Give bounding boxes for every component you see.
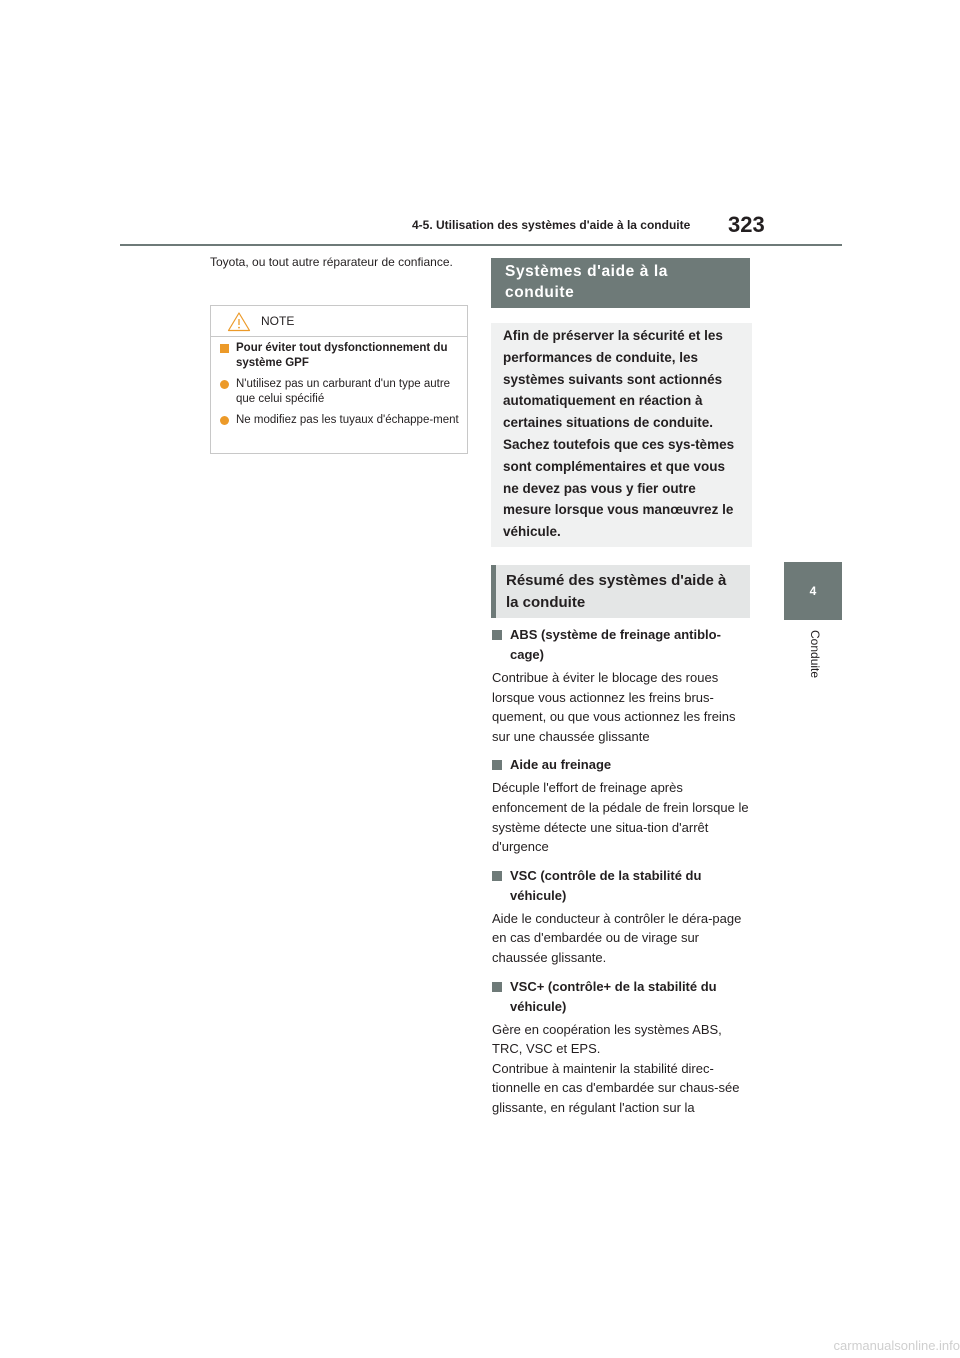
note-heading-text: Pour éviter tout dysfonctionnement du système GPF	[236, 342, 448, 369]
circle-bullet-icon	[220, 380, 229, 389]
square-bullet-icon	[220, 344, 229, 353]
feature-title-text: Aide au freinage	[510, 757, 612, 773]
page-number: 323	[728, 212, 765, 237]
summary-box	[491, 323, 752, 547]
feature-description: Aide le conducteur à contrôler le déra-page en cas d'embardée ou de virage sur chaussée glissante.	[492, 910, 742, 965]
feature-title-text: VSC (contrôle de la stabilité du véhicule)	[510, 867, 702, 903]
note-item-text: Ne modifiez pas les tuyaux d'échappe-ment	[236, 414, 459, 426]
square-bullet-icon	[492, 871, 502, 881]
note-item	[219, 377, 459, 407]
warning-triangle-icon	[227, 311, 251, 337]
note-body	[211, 337, 467, 428]
chapter-number: 4	[809, 584, 817, 598]
feature-title-text: ABS (système de freinage antiblo-cage)	[510, 627, 721, 662]
subsection-heading: Résumé des systèmes d'aide à la conduite	[491, 565, 750, 618]
circle-bullet-icon	[220, 416, 229, 425]
square-bullet-icon	[492, 760, 502, 770]
chapter-tab	[784, 562, 842, 620]
square-bullet-icon	[492, 630, 502, 640]
section-heading: Systèmes d'aide à la conduite	[491, 258, 750, 308]
feature-description: Décuple l'effort de freinage après enfoncement de la pédale de frein lorsque le système détecte une situa-tion d'arrêt d'urgence	[492, 780, 749, 855]
feature-title-text: VSC+ (contrôle+ de la stabilité du véhicule)	[510, 978, 717, 1014]
square-bullet-icon	[492, 982, 502, 992]
feature-description-line: Gère en coopération les systèmes ABS, TRC, VSC et EPS.	[492, 1021, 722, 1057]
feature-title	[492, 977, 750, 1017]
summary-text: Afin de préserver la sécurité et les performances de conduite, les systèmes suivants sont actionnés automatiquement en réaction à certaines situations de conduite. Sachez toutefois que ces sys-tèmes sont complémentaires et que vous ne devez pas vous y fier outre mesure lorsque vous manœuvrez le véhicule.	[503, 328, 735, 540]
feature-description	[492, 1020, 750, 1118]
note-item-text: N'utilisez pas un carburant d'un type autre que celui spécifié	[236, 378, 451, 405]
note-label: NOTE	[261, 314, 295, 328]
note-item	[219, 413, 459, 428]
feature-description-line: Contribue à maintenir la stabilité direc-tionnelle en cas d'embardée sur chaus-sée glissante, en régulant l'action sur la	[492, 1060, 740, 1115]
header-divider	[120, 244, 842, 246]
feature-list	[492, 625, 750, 1127]
section-header-title: 4-5. Utilisation des systèmes d'aide à la conduite	[412, 218, 691, 232]
watermark: carmanualsonline.info	[833, 1338, 960, 1353]
intro-text: Toyota, ou tout autre réparateur de confiance.	[210, 255, 453, 269]
note-heading	[219, 341, 459, 371]
feature-title	[492, 866, 750, 906]
feature-title	[492, 625, 750, 665]
feature-title	[492, 755, 750, 775]
note-box	[210, 305, 468, 454]
feature-description: Contribue à éviter le blocage des roues lorsque vous actionnez les freins brus-quement, ou que vous actionnez les freins sur une chaussée glissante	[492, 670, 736, 744]
chapter-label: Conduite	[808, 630, 822, 679]
note-header	[211, 306, 467, 337]
